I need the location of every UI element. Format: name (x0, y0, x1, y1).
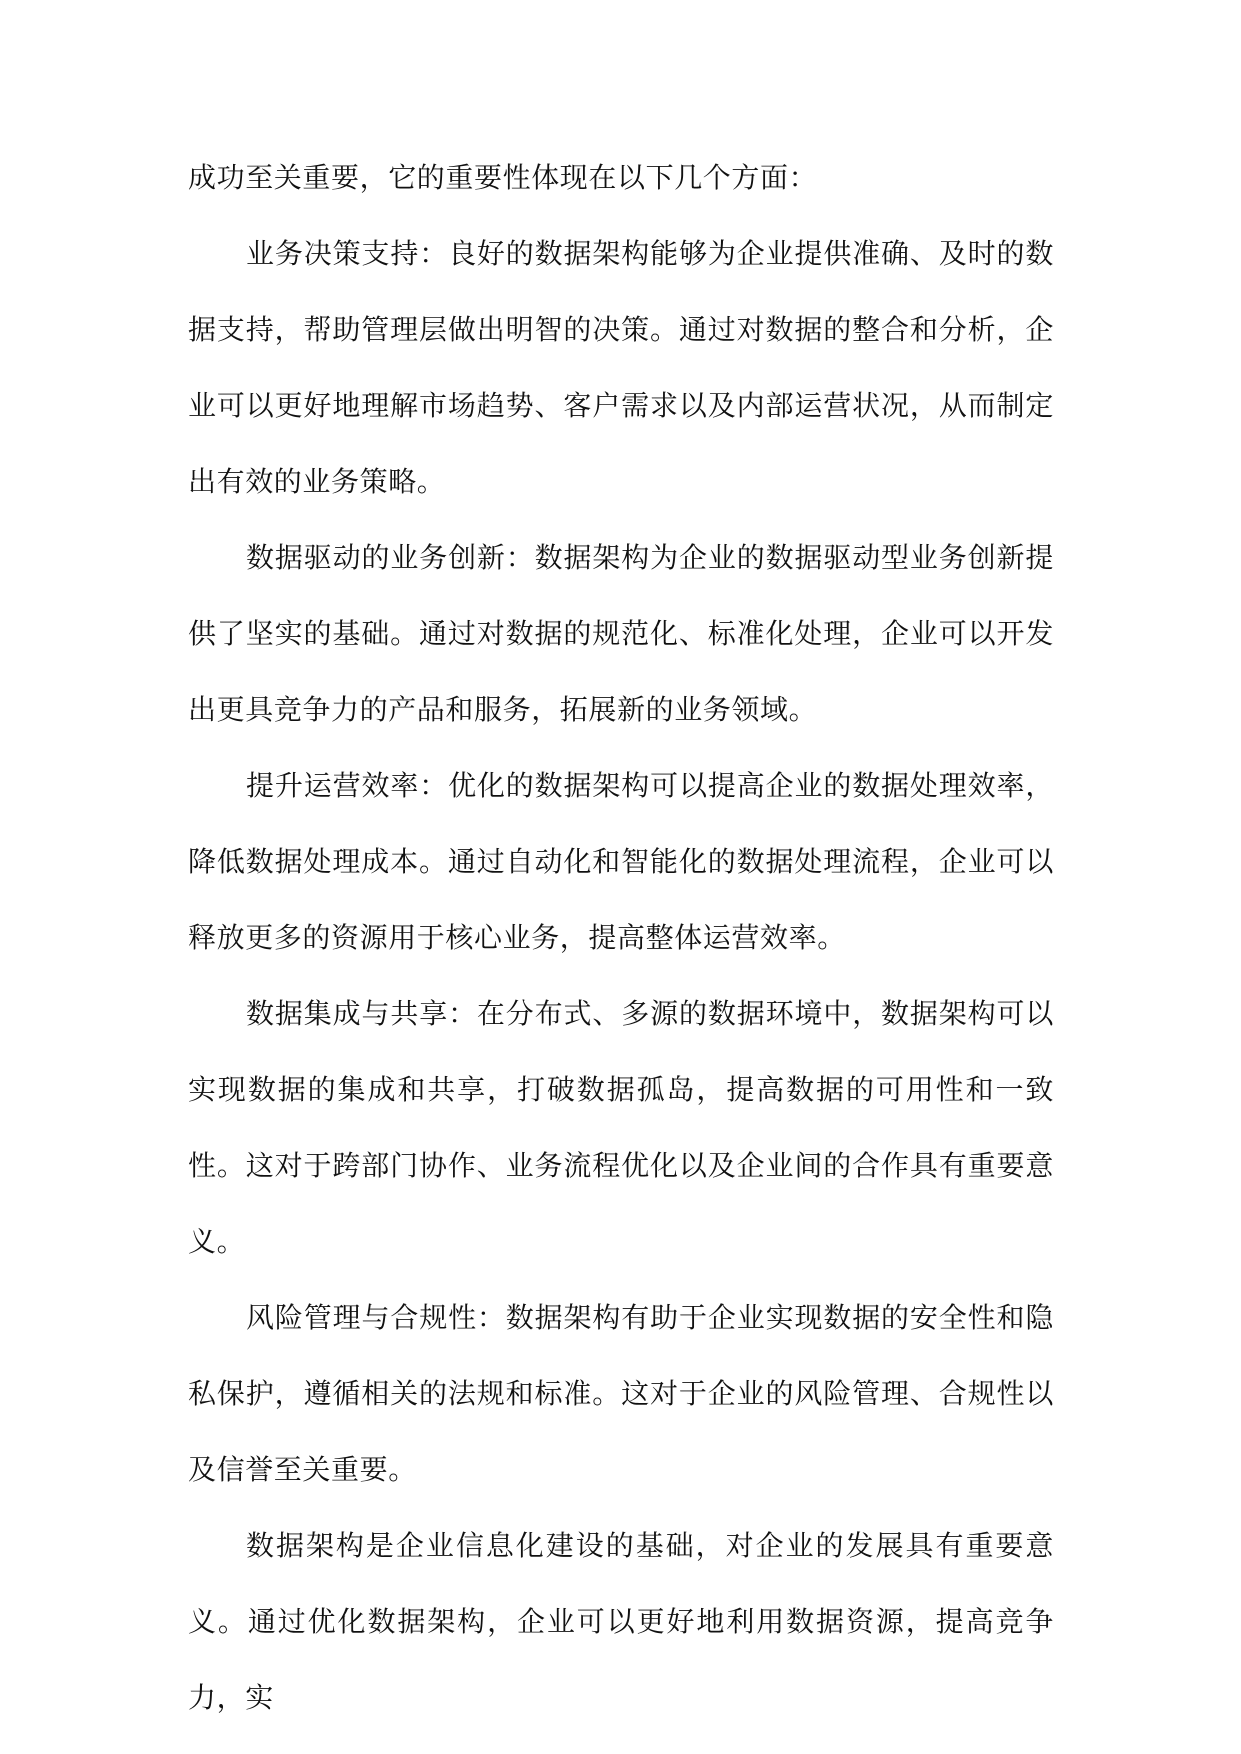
paragraph-conclusion: 数据架构是企业信息化建设的基础，对企业的发展具有重要意义。通过优化数据架构，企业可以更好地利用数据资源，提高竞争力，实 (188, 1529, 1054, 1714)
paragraph-continuation: 成功至关重要，它的重要性体现在以下几个方面： (188, 161, 818, 194)
paragraph-data-integration-sharing: 数据集成与共享：在分布式、多源的数据环境中，数据架构可以实现数据的集成和共享，打破数据孤岛，提高数据的可用性和一致性。这对于跨部门协作、业务流程优化以及企业间的合作具有重要意义。 (188, 997, 1054, 1258)
paragraph-risk-compliance: 风险管理与合规性：数据架构有助于企业实现数据的安全性和隐私保护，遵循相关的法规和标准。这对于企业的风险管理、合规性以及信誉至关重要。 (188, 1301, 1054, 1486)
paragraph-data-driven-innovation: 数据驱动的业务创新：数据架构为企业的数据驱动型业务创新提供了坚实的基础。通过对数据的规范化、标准化处理，企业可以开发出更具竞争力的产品和服务，拓展新的业务领域。 (188, 541, 1054, 726)
paragraph-business-decision-support: 业务决策支持：良好的数据架构能够为企业提供准确、及时的数据支持，帮助管理层做出明智的决策。通过对数据的整合和分析，企业可以更好地理解市场趋势、客户需求以及内部运营状况，从而制定出有效的业务策略。 (188, 237, 1054, 498)
document-body (188, 140, 1054, 1736)
paragraph-operational-efficiency: 提升运营效率：优化的数据架构可以提高企业的数据处理效率，降低数据处理成本。通过自动化和智能化的数据处理流程，企业可以释放更多的资源用于核心业务，提高整体运营效率。 (188, 769, 1054, 954)
